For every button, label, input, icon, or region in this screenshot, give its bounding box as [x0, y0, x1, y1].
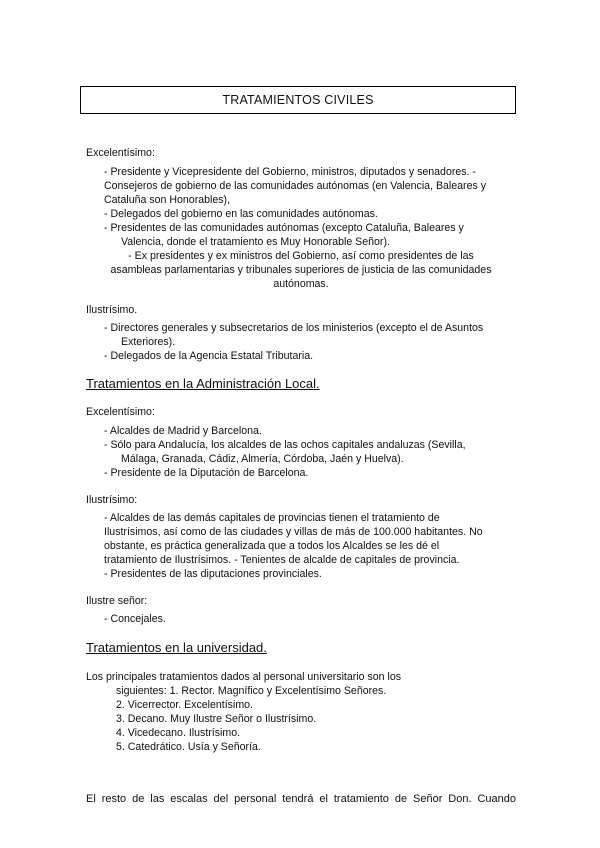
label-ilustrisimo: Ilustrísimo.	[86, 304, 138, 316]
list-item: - Alcaldes de Madrid y Barcelona.	[104, 425, 262, 437]
list-item: - Concejales.	[104, 613, 166, 625]
label-excelentisimo: Excelentísimo:	[86, 406, 155, 418]
list-item: 5. Catedrático. Usía y Señoría.	[116, 741, 261, 753]
section-heading-universidad: Tratamientos en la universidad.	[86, 640, 267, 655]
list-item: - Delegados del gobierno en las comunidades autónomas.	[104, 208, 378, 220]
list-item: - Delegados de la Agencia Estatal Tributaria.	[104, 350, 314, 362]
list-item: 3. Decano. Muy Ilustre Señor o Ilustrísimo.	[116, 713, 317, 725]
list-item: - Presidentes de las diputaciones provinciales.	[104, 568, 322, 580]
list-item: 4. Vicedecano. Ilustrísimo.	[116, 727, 241, 739]
list-item: Valencia, donde el tratamiento es Muy Honorable Señor).	[121, 236, 390, 248]
list-item: Exteriores).	[121, 336, 176, 348]
list-item: - Ex presidentes y ex ministros del Gobierno, así como presidentes de las	[128, 250, 474, 262]
list-item: - Alcaldes de las demás capitales de provincias tienen el tratamiento de	[104, 512, 440, 524]
page-title: TRATAMIENTOS CIVILES	[80, 86, 516, 114]
label-ilustre-senor: Ilustre señor:	[86, 595, 148, 607]
list-item: - Presidente de la Diputación de Barcelona.	[104, 467, 309, 479]
list-item: - Directores generales y subsecretarios de los ministerios (excepto el de Asuntos	[104, 322, 484, 334]
list-item: siguientes: 1. Rector. Magnífico y Excelentísimo Señores.	[116, 685, 387, 697]
list-item: Consejeros de gobierno de las comunidades autónomas (en Valencia, Baleares y	[104, 180, 487, 192]
section-heading-local: Tratamientos en la Administración Local.	[86, 376, 320, 391]
list-item: asambleas parlamentarias y tribunales superiores de justicia de las comunidades	[110, 264, 492, 276]
closing-paragraph: El resto de las escalas del personal tendrá el tratamiento de Señor Don. Cuando	[86, 793, 516, 805]
label-ilustrisimo: Ilustrísimo:	[86, 494, 138, 506]
list-item: - Sólo para Andalucía, los alcaldes de las ochos capitales andaluzas (Sevilla,	[104, 439, 466, 451]
label-excelentisimo: Excelentísimo:	[86, 147, 155, 159]
list-item: autónomas.	[273, 278, 329, 290]
list-item: obstante, es práctica generalizada que a todos los Alcaldes se les dé el	[104, 540, 440, 552]
list-item: Ilustrísimos, así como de las ciudades y villas de más de 100.000 habitantes. No	[104, 526, 483, 538]
list-item: Málaga, Granada, Cádiz, Almería, Córdoba, Jaén y Huelva).	[121, 453, 404, 465]
list-item: - Presidente y Vicepresidente del Gobierno, ministros, diputados y senadores. -	[104, 166, 476, 178]
list-item: Cataluña son Honorables),	[104, 194, 231, 206]
list-item: tratamiento de Ilustrísimos. - Tenientes de alcalde de capitales de provincia.	[104, 554, 460, 566]
intro-text: Los principales tratamientos dados al personal universitario son los	[86, 671, 402, 683]
list-item: 2. Vicerrector. Excelentísimo.	[116, 699, 253, 711]
list-item: - Presidentes de las comunidades autónomas (excepto Cataluña, Baleares y	[104, 222, 464, 234]
